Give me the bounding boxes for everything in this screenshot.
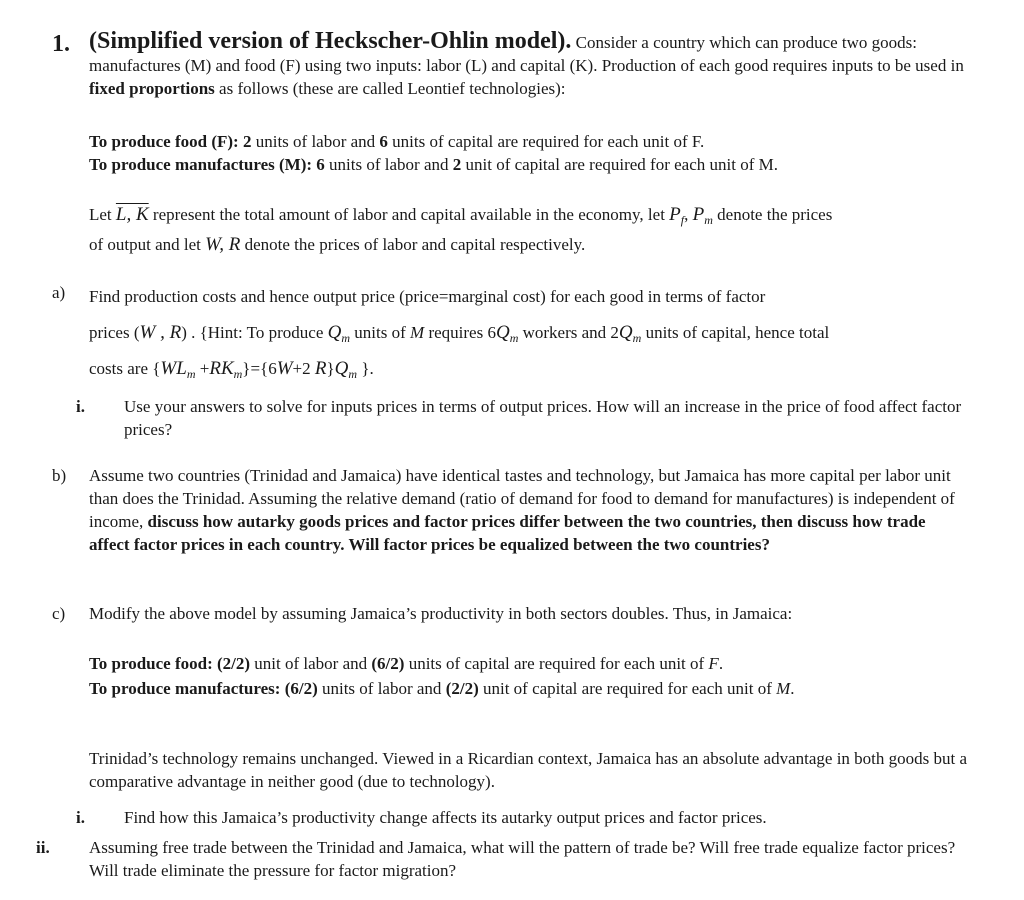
let-text-d: of output and let [89, 235, 201, 254]
part-a-l3a: costs are { [89, 359, 161, 378]
part-a-l2a: prices ( [89, 323, 140, 342]
part-b-label: b) [52, 466, 67, 485]
let-statement: Let L, K represent the total amount of labor and capital available in the economy, let $P_f$, $P_m$ denote the prices of output and let W, R denote the prices of labor and capital respectively. [89, 204, 833, 255]
c-manu-var: M [776, 679, 791, 698]
wlm-term: $WL_m$ [160, 358, 196, 381]
part-a-l2b: ) . {Hint: To produce [181, 323, 324, 342]
c-food-end: units of capital are required for each unit of [408, 654, 705, 673]
part-c-ii-text: Assuming free trade between the Trinidad and Jamaica, what will the pattern of trade be? Will free trade equalize factor prices? Will trade eliminate the pressure for factor migration? [89, 838, 956, 880]
let-text-b: represent the total amount of labor and capital available in the economy, let [152, 205, 665, 224]
let-lk-vars: L, K [115, 204, 149, 225]
c-food-labor: (2/2) [217, 654, 251, 673]
plus-sign: + [199, 359, 210, 378]
c-manu-labor: (6/2) [284, 679, 318, 698]
food-capital-units: 6 [379, 132, 388, 151]
food-technology [89, 130, 989, 153]
part-a-l2c: units of [354, 323, 406, 342]
manu-mid-text: units of labor and [329, 155, 449, 174]
food-label: To produce food (F): [89, 132, 239, 151]
manufactures-technology [89, 153, 989, 176]
jamaica-manu-tech: To produce manufactures: (6/2) units of labor and (2/2) unit of capital are required for each unit of M. [89, 679, 795, 698]
qm-var-3: $Q_m$ [618, 322, 642, 345]
trinidad-text: Trinidad’s technology remains unchanged. Viewed in a Ricardian context, Jamaica has an absolute advantage in both goods but a comparative advantage in neither good (due to technology). [89, 749, 968, 791]
c-food-label: To produce food: [89, 654, 213, 673]
r-var: R [314, 358, 327, 379]
food-end-text: units of capital are required for each unit of F. [392, 132, 705, 151]
food-labor-units: 2 [242, 132, 252, 151]
part-c-intro: Modify the above model by assuming Jamaica’s productivity in both sectors doubles. Thus, in Jamaica: [89, 604, 793, 623]
qm-var-2: $Q_m$ [495, 322, 519, 345]
let-text-a: Let [89, 205, 112, 224]
question-intro [89, 30, 979, 100]
part-a-m: M [410, 323, 425, 342]
manu-label: To produce manufactures (M): [89, 155, 313, 174]
intro-text-b: as follows (these are called Leontief technologies): [219, 79, 566, 98]
jamaica-food-tech: To produce food: (2/2) unit of labor and (6/2) units of capital are required for each unit of F. [89, 654, 724, 673]
part-a-text [89, 279, 989, 387]
qm-var: $Q_m$ [327, 322, 351, 345]
part-a-l3close: }. [361, 359, 374, 378]
part-b-plain: Assume two countries (Trinidad and Jamaica) have identical tastes and technology, but Jamaica has more capital per labor unit than does the Trinidad. Assuming the relative demand (ratio of demand for food to demand for manufactures) is independent of income, [89, 466, 955, 531]
part-c-i-text: Find how this Jamaica’s productivity change affects its autarky output prices and factor prices. [124, 808, 767, 827]
w-var: W [276, 358, 293, 379]
c-food-var: F [708, 654, 719, 673]
part-a-wr: W , R [139, 322, 182, 343]
part-c-ii-label: ii. [36, 838, 50, 857]
question-number: 1. [52, 31, 70, 57]
c-manu-mid: units of labor and [321, 679, 442, 698]
c-food-mid: unit of labor and [254, 654, 368, 673]
part-c-i-label: i. [76, 808, 85, 827]
part-a-l3end: } [326, 359, 335, 378]
wr-vars: W, R [205, 234, 241, 255]
let-text-c: denote the prices [717, 205, 833, 224]
part-a-l2e: workers and 2 [522, 323, 619, 342]
part-a-label: a) [52, 283, 66, 302]
manu-labor-units: 6 [316, 155, 325, 174]
pf-var: $P_f$ [669, 204, 685, 227]
food-mid-text: units of labor and [255, 132, 376, 151]
c-food-capital: (6/2) [371, 654, 405, 673]
let-text-e: denote the prices of labor and capital respectively. [244, 235, 586, 254]
part-b-text [89, 464, 969, 556]
c-manu-label: To produce manufactures: [89, 679, 281, 698]
part-a-l3p2: +2 [292, 359, 311, 378]
part-a-i-label: i. [76, 397, 85, 416]
pm-var: $P_m$ [692, 204, 713, 227]
manu-end-text: unit of capital are required for each unit of M. [465, 155, 778, 174]
part-a-line1: Find production costs and hence output price (price=marginal cost) for each good in terms of factor [89, 287, 766, 306]
part-a-l2f: units of capital, hence total [645, 323, 830, 342]
part-a-l3eq: }={6 [242, 359, 277, 378]
part-a-l2d: requires 6 [428, 323, 496, 342]
question-title: (Simplified version of Heckscher-Ohlin model). [89, 28, 572, 54]
c-manu-end: unit of capital are required for each unit of [482, 679, 772, 698]
part-a-i-text: Use your answers to solve for inputs prices in terms of output prices. How will an increase in the price of food affect factor prices? [124, 397, 962, 439]
qm-var-4: $Q_m$ [334, 358, 358, 381]
rkm-term: $RK_m$ [209, 358, 243, 381]
intro-text-a: Consider a country which can produce two goods: manufactures (M) and food (F) using two inputs: labor (L) and capital (K). Production of each good requires inputs to be used in [89, 33, 964, 75]
part-b-bold: discuss how autarky goods prices and factor prices differ between the two countries, then discuss how trade affect factor prices in each country. Will factor prices be equalized between the two countries? [89, 512, 926, 554]
manu-capital-units: 2 [452, 155, 462, 174]
intro-bold: fixed proportions [89, 79, 215, 98]
c-manu-capital: (2/2) [445, 679, 479, 698]
part-c-label: c) [52, 604, 66, 623]
